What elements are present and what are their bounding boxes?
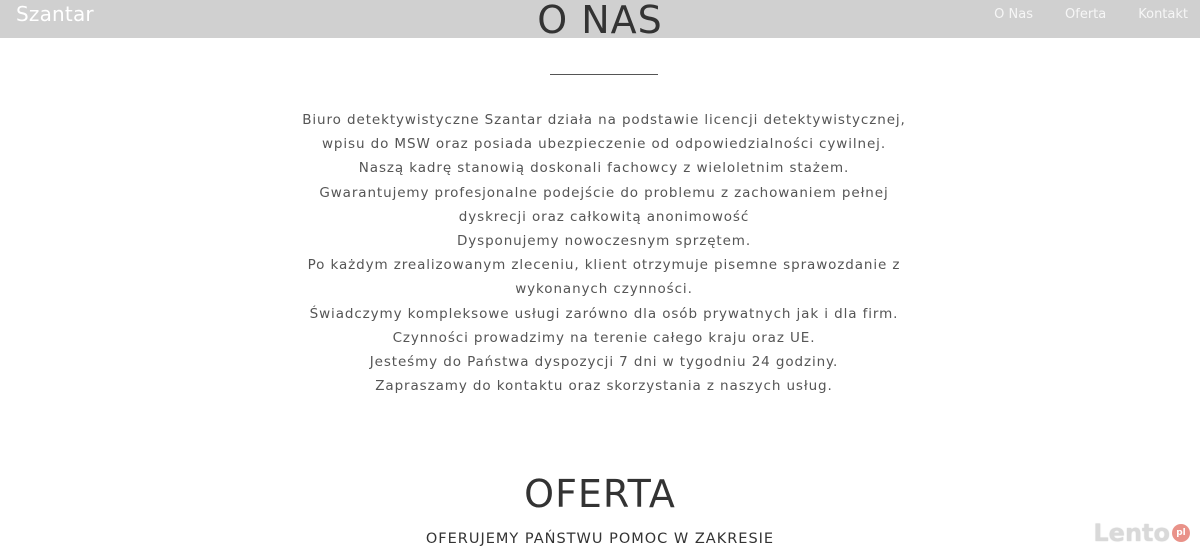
about-line: dyskrecji oraz całkowitą anonimowość: [458, 208, 750, 225]
about-line: Czynności prowadzimy na terenie całego kraju oraz UE.: [392, 329, 816, 346]
about-line: wpisu do MSW oraz posiada ubezpieczenie od odpowiedzialności cywilnej.: [321, 136, 887, 153]
about-line: Świadczymy kompleksowe usługi zarówno dla osób prywatnych jak i dla firm.: [309, 305, 899, 322]
about-line: Dysponujemy nowoczesnym sprzętem.: [456, 233, 752, 250]
title-divider: [550, 74, 658, 75]
about-line: Gwarantujemy profesjonalne podejście do problemu z zachowaniem pełnej: [319, 184, 889, 201]
watermark-text: Lento: [1093, 519, 1170, 547]
nav-link-o-nas[interactable]: O Nas: [994, 7, 1034, 22]
about-line: Po każdym zrealizowanym zleceniu, klient otrzymuje pisemne sprawozdanie z: [307, 257, 901, 274]
offer-subtitle: OFERUJEMY PAŃSTWU POMOC W ZAKRESIE: [425, 531, 775, 547]
nav-link-kontakt[interactable]: Kontakt: [1138, 7, 1188, 22]
about-line: Biuro detektywistyczne Szantar działa na podstawie licencji detektywistycznej,: [302, 112, 906, 128]
offer-section-title: OFERTA: [524, 472, 676, 516]
brand-logo-link[interactable]: Szantar: [16, 2, 94, 26]
about-line: wykonanych czynności.: [515, 281, 693, 298]
lento-watermark: [1093, 519, 1190, 547]
watermark-badge: pl: [1172, 524, 1190, 542]
about-description: [300, 108, 908, 398]
nav-link-oferta[interactable]: Oferta: [1065, 7, 1107, 22]
about-line: Naszą kadrę stanowią doskonali fachowcy z wieloletnim stażem.: [358, 160, 850, 177]
about-line: Jesteśmy do Państwa dyspozycji 7 dni w tygodniu 24 godziny.: [369, 354, 839, 371]
about-section-title: O NAS: [537, 0, 663, 42]
about-line: Zapraszamy do kontaktu oraz skorzystania z naszych usług.: [375, 378, 833, 395]
